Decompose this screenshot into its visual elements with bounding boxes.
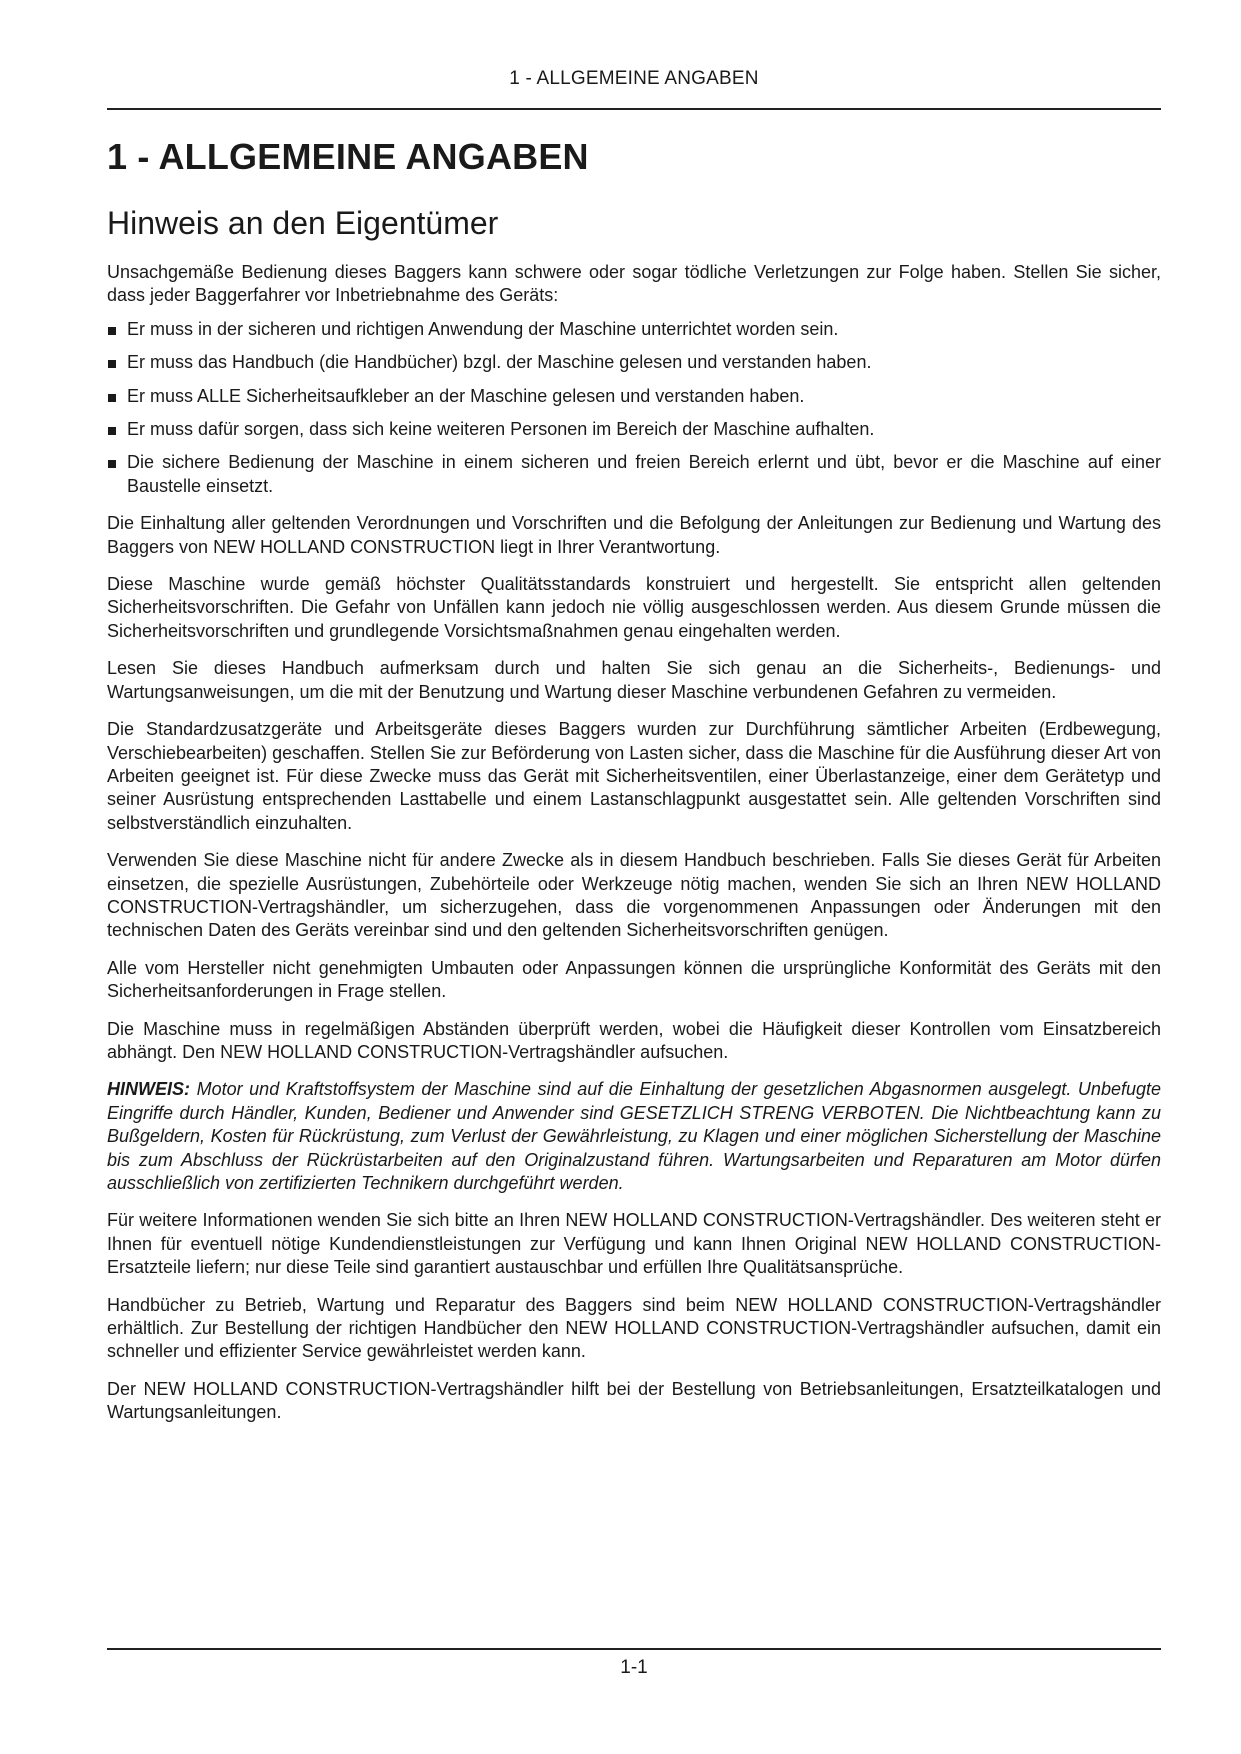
body-paragraph: Für weitere Informationen wenden Sie sich bitte an Ihren NEW HOLLAND CONSTRUCTION-Vertragshändler. Des weiteren steht er Ihnen für eventuell nötige Kundendienstleistungen zur Verfügung und kann Ihnen Original NEW HOLLAND CONSTRUCTION-Ersatzteile liefern; nur diese Teile sind garantiert austauschbar und erfüllen Ihre Qualitätsansprüche. [107, 1210, 1161, 1278]
body-paragraph: Die Standardzusatzgeräte und Arbeitsgeräte dieses Baggers wurden zur Durchführung sämtlicher Arbeiten (Erdbewegung, Verschiebearbeiten) geschaffen. Stellen Sie zur Beförderung von Lasten sicher, dass die Maschine für die Ausführung dieser Art von Arbeiten geeignet ist. Für diese Zwecke muss das Gerät mit Sicherheitsventilen, einer Überlastanzeige, einer dem Gerätetyp und seiner Ausrüstung entsprechenden Lasttabelle und einem Lastanschlagpunkt ausgestattet sein. Alle geltenden Vorschriften sind selbstverständlich einzuhalten. [107, 719, 1161, 833]
list-item [107, 385, 1161, 408]
square-bullet-icon [108, 360, 116, 368]
header-rule [107, 108, 1161, 110]
notice-text: Motor und Kraftstoffsystem der Maschine sind auf die Einhaltung der gesetzlichen Abgasnormen ausgelegt. Unbefugte Eingriffe durch Händler, Kunden, Bediener und Anwender sind GESETZLICH STRENG VERBOTEN. Die Nichtbeachtung kann zu Bußgeldern, Kosten für Rückrüstung, zum Verlust der Gewährleistung, zu Klagen und einer möglichen Sicherstellung der Maschine bis zum Abschluss der Rückrüstarbeiten auf den Originalzustand führen. Wartungsarbeiten und Reparaturen am Motor dürfen ausschließlich von zertifizierten Technikern durchgeführt werden. [107, 1079, 1161, 1193]
body-paragraph: Der NEW HOLLAND CONSTRUCTION-Vertragshändler hilft bei der Bestellung von Betriebsanleitungen, Ersatzteilkatalogen und Wartungsanleitungen. [107, 1378, 1161, 1423]
body-paragraph: Alle vom Hersteller nicht genehmigten Umbauten oder Anpassungen können die ursprüngliche Konformität des Geräts mit den Sicherheitsanforderungen in Frage stellen. [107, 957, 1161, 1002]
square-bullet-icon [108, 394, 116, 402]
notice-label: HINWEIS: [107, 1079, 190, 1100]
list-item-text: Er muss das Handbuch (die Handbücher) bzgl. der Maschine gelesen und verstanden haben. [127, 352, 872, 373]
square-bullet-icon [108, 327, 116, 335]
square-bullet-icon [108, 427, 116, 435]
section-title: Hinweis an den Eigentümer [107, 205, 499, 241]
list-item-text: Er muss ALLE Sicherheitsaufkleber an der Maschine gelesen und verstanden haben. [127, 385, 805, 406]
notice-paragraph [107, 1078, 1161, 1195]
list-item [107, 351, 1161, 374]
square-bullet-icon [108, 460, 116, 468]
list-item [107, 451, 1161, 498]
intro-paragraph: Unsachgemäße Bedienung dieses Baggers kann schwere oder sogar tödliche Verletzungen zur Folge haben. Stellen Sie sicher, dass jeder Baggerfahrer vor Inbetriebnahme des Geräts: [107, 262, 1161, 306]
body-paragraph: Diese Maschine wurde gemäß höchster Qualitätsstandards konstruiert und hergestellt. Sie entspricht allen geltenden Sicherheitsvorschriften. Die Gefahr von Unfällen kann jedoch nie völlig ausgeschlossen werden. Aus diesem Grunde müssen die Sicherheitsvorschriften und grundlegende Vorsichtsmaßnahmen genau eingehalten werden. [107, 574, 1161, 641]
body-paragraph: Die Einhaltung aller geltenden Verordnungen und Vorschriften und die Befolgung der Anleitungen zur Bedienung und Wartung des Baggers von NEW HOLLAND CONSTRUCTION liegt in Ihrer Verantwortung. [107, 513, 1161, 557]
page-number: 1-1 [620, 1657, 648, 1678]
list-item-text: Die sichere Bedienung der Maschine in einem sicheren und freien Bereich erlernt und übt, bevor er die Maschine auf einer Baustelle einsetzt. [127, 452, 1161, 496]
list-item [107, 318, 1161, 341]
list-item-text: Er muss dafür sorgen, dass sich keine weiteren Personen im Bereich der Maschine aufhalten. [127, 419, 875, 440]
list-item [107, 418, 1161, 441]
body-paragraph: Lesen Sie dieses Handbuch aufmerksam durch und halten Sie sich genau an die Sicherheits-, Bedienungs- und Wartungsanweisungen, um die mit der Benutzung und Wartung dieser Maschine verbundenen Gefahren zu vermeiden. [107, 658, 1161, 702]
running-header: 1 - ALLGEMEINE ANGABEN [509, 68, 759, 89]
body-paragraph: Die Maschine muss in regelmäßigen Abständen überprüft werden, wobei die Häufigkeit dieser Kontrollen vom Einsatzbereich abhängt. Den NEW HOLLAND CONSTRUCTION-Vertragshändler aufsuchen. [107, 1018, 1161, 1062]
requirements-list [107, 318, 1161, 498]
page-content [107, 135, 1161, 1439]
body-paragraph: Handbücher zu Betrieb, Wartung und Reparatur des Baggers sind beim NEW HOLLAND CONSTRUCTION-Vertragshändler erhältlich. Zur Bestellung der richtigen Handbücher den NEW HOLLAND CONSTRUCTION-Vertragshändler aufsuchen, damit ein schneller und effizienter Service gewährleistet werden kann. [107, 1294, 1161, 1362]
chapter-title: 1 - ALLGEMEINE ANGABEN [107, 136, 589, 177]
body-paragraph: Verwenden Sie diese Maschine nicht für andere Zwecke als in diesem Handbuch beschrieben. Falls Sie dieses Gerät für Arbeiten einsetzen, die spezielle Ausrüstungen, Zubehörteile oder Werkzeuge nötig machen, wenden Sie sich an Ihren NEW HOLLAND CONSTRUCTION-Vertragshändler, um sicherzugehen, dass die vorgenommenen Anpassungen oder Änderungen mit den technischen Daten des Geräts vereinbar sind und den geltenden Sicherheitsvorschriften genügen. [107, 850, 1161, 941]
footer-rule [107, 1648, 1161, 1650]
list-item-text: Er muss in der sicheren und richtigen Anwendung der Maschine unterrichtet worden sein. [127, 318, 839, 339]
